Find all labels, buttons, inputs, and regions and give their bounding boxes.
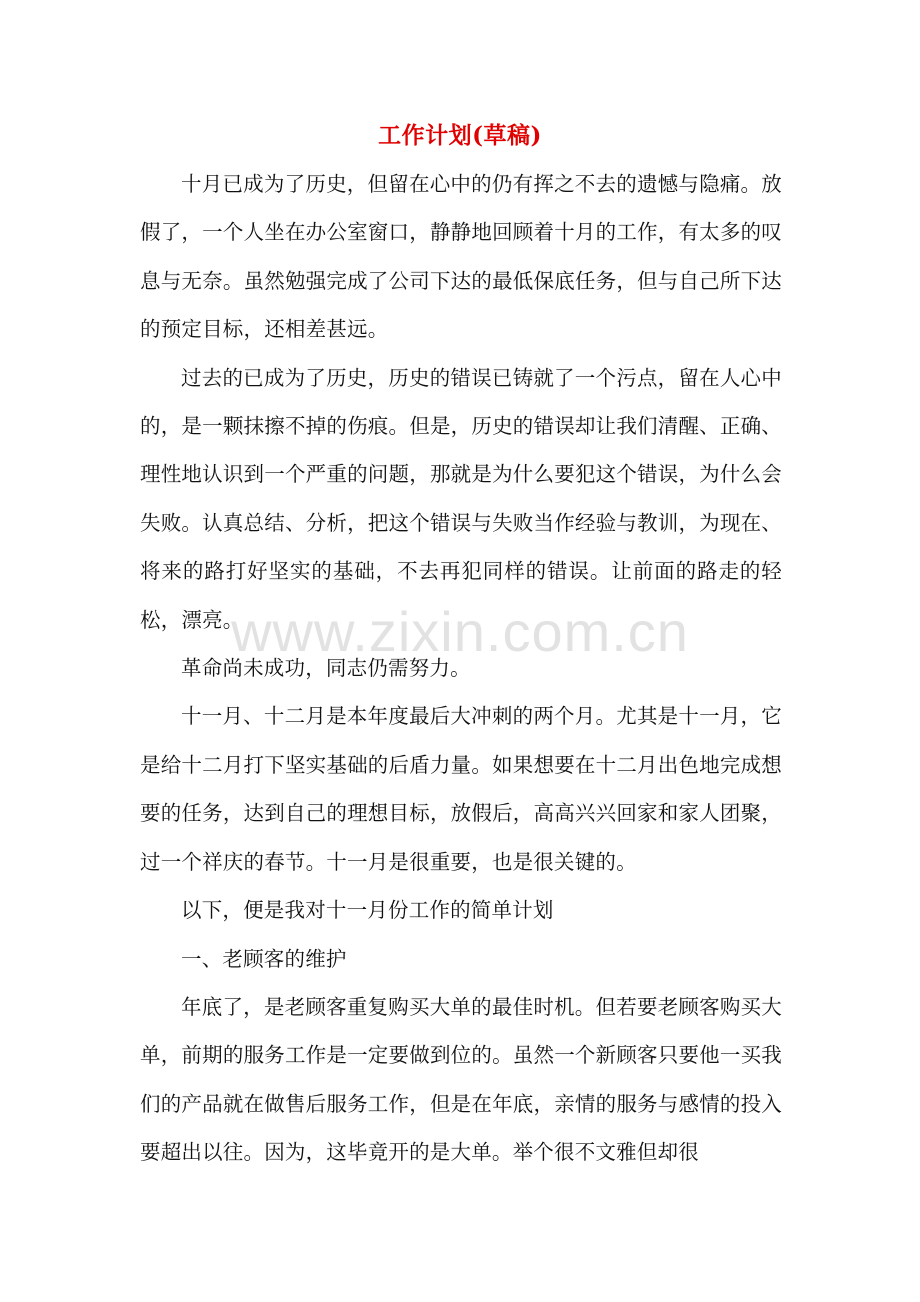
paragraph-2: 过去的已成为了历史，历史的错误已铸就了一个污点，留在人心中的，是一颗抹擦不掉的伤痕。但是，历史的错误却让我们清醒、正确、理性地认识到一个严重的问题，那就是为什么要犯这个错误，为什么会失败。认真总结、分析，把这个错误与失败当作经验与教训，为现在、将来的路打好坚实的基础，不去再犯同样的错误。让前面的路走的轻松，漂亮。 xyxy=(140,365,782,632)
section-heading-1: 一、老顾客的维护 xyxy=(181,946,347,971)
paragraph-4: 十一月、十二月是本年度最后大冲刺的两个月。尤其是十一月，它是给十二月打下坚实基础的后盾力量。如果想要在十二月出色地完成想要的任务，达到自己的理想目标，放假后，高高兴兴回家和家人团聚，过一个祥庆的春节。十一月是很重要，也是很关键的。 xyxy=(140,704,782,874)
paragraph-5: 以下，便是我对十一月份工作的简单计划 xyxy=(181,898,554,923)
document-body xyxy=(140,160,782,1177)
document-title: 工作计划(草稿) xyxy=(378,122,542,149)
paragraph-3: 革命尚未成功，同志仍需努力。 xyxy=(181,656,471,681)
paragraph-1: 十月已成为了历史，但留在心中的仍有挥之不去的遗憾与隐痛。放假了，一个人坐在办公室窗口，静静地回顾着十月的工作，有太多的叹息与无奈。虽然勉强完成了公司下达的最低保底任务，但与自己所下达的预定目标，还相差甚远。 xyxy=(140,172,782,342)
watermark: www.zixin.com.cn xyxy=(231,600,689,663)
paragraph-6: 年底了，是老顾客重复购买大单的最佳时机。但若要老顾客购买大单，前期的服务工作是一定要做到位的。虽然一个新顾客只要他一买我们的产品就在做售后服务工作，但是在年底，亲情的服务与感情的投入要超出以往。因为，这毕竟开的是大单。举个很不文雅但却很 xyxy=(140,994,782,1165)
